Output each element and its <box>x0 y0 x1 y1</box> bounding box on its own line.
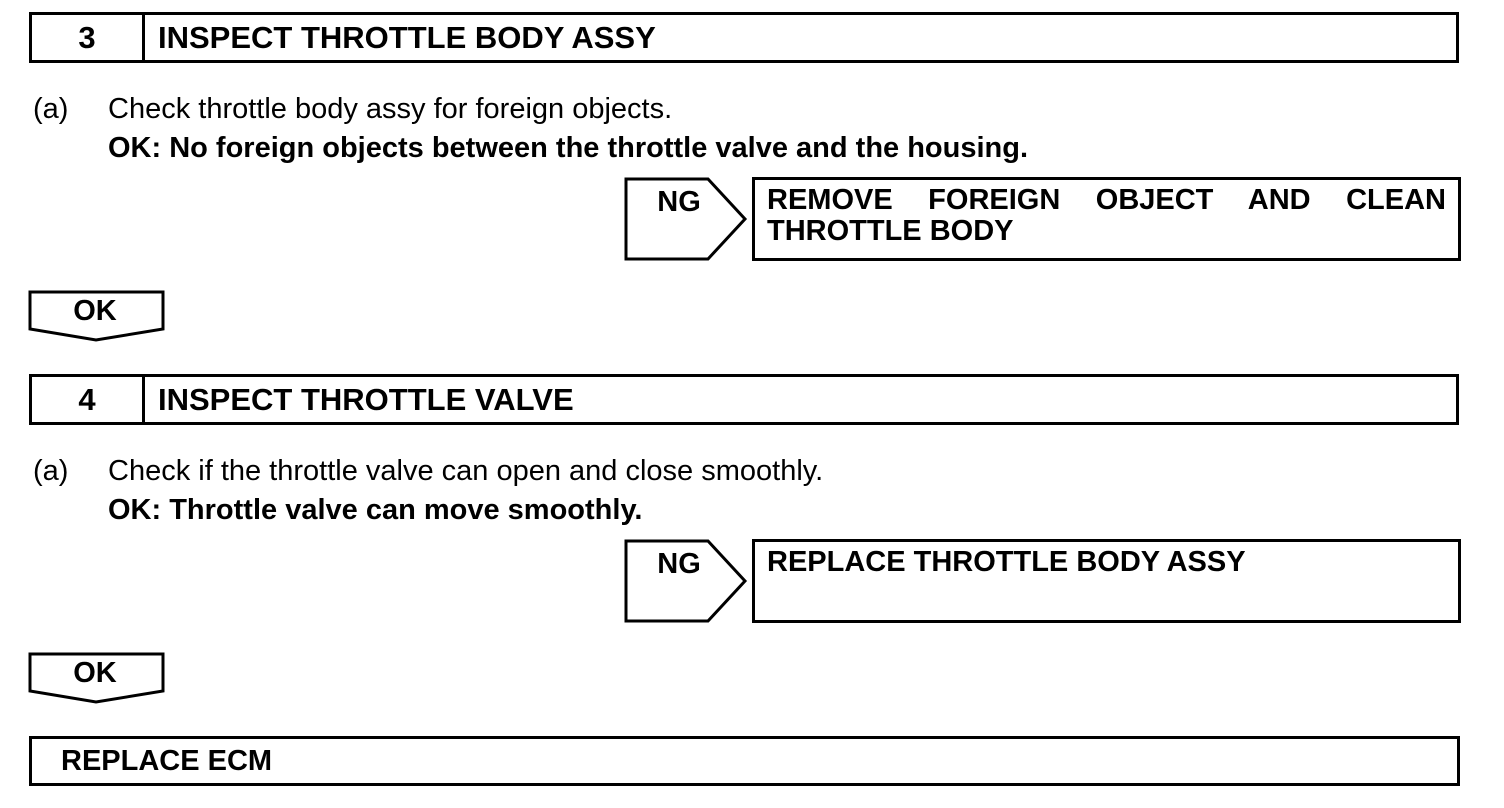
step-4-ok-arrow <box>28 652 166 704</box>
step-3-ng-label: NG <box>657 185 701 218</box>
step-4-ng-label: NG <box>657 547 701 580</box>
final-action-text: REPLACE ECM <box>61 744 273 777</box>
step-4-ng-action: REPLACE THROTTLE BODY ASSY <box>752 539 1461 623</box>
step-3-ok-label: OK <box>73 294 117 327</box>
step-3-ng-arrow <box>624 177 748 261</box>
step-3-item-label: (a) <box>33 93 69 125</box>
step-4-header <box>29 374 1459 425</box>
final-action-box <box>29 736 1460 786</box>
step-3-ok-condition: OK: No foreign objects between the throttle valve and the housing. <box>108 132 1029 164</box>
step-3-title: INSPECT THROTTLE BODY ASSY <box>158 19 656 55</box>
step-3-ok-arrow <box>28 290 166 342</box>
step-3-instruction: Check throttle body assy for foreign objects. <box>108 93 673 125</box>
step-4-instruction: Check if the throttle valve can open and close smoothly. <box>108 455 824 487</box>
step-3-header <box>29 12 1459 63</box>
step-4-number: 4 <box>32 377 145 422</box>
step-3-ng-action: REMOVE FOREIGN OBJECT AND CLEAN THROTTLE BODY <box>752 177 1461 261</box>
step-4-title: INSPECT THROTTLE VALVE <box>158 381 574 417</box>
step-4-item-label: (a) <box>33 455 69 487</box>
step-4-ng-arrow <box>624 539 748 623</box>
step-4-ok-condition: OK: Throttle valve can move smoothly. <box>108 494 643 526</box>
step-3-number: 3 <box>32 15 145 60</box>
step-4-ok-label: OK <box>73 656 117 689</box>
